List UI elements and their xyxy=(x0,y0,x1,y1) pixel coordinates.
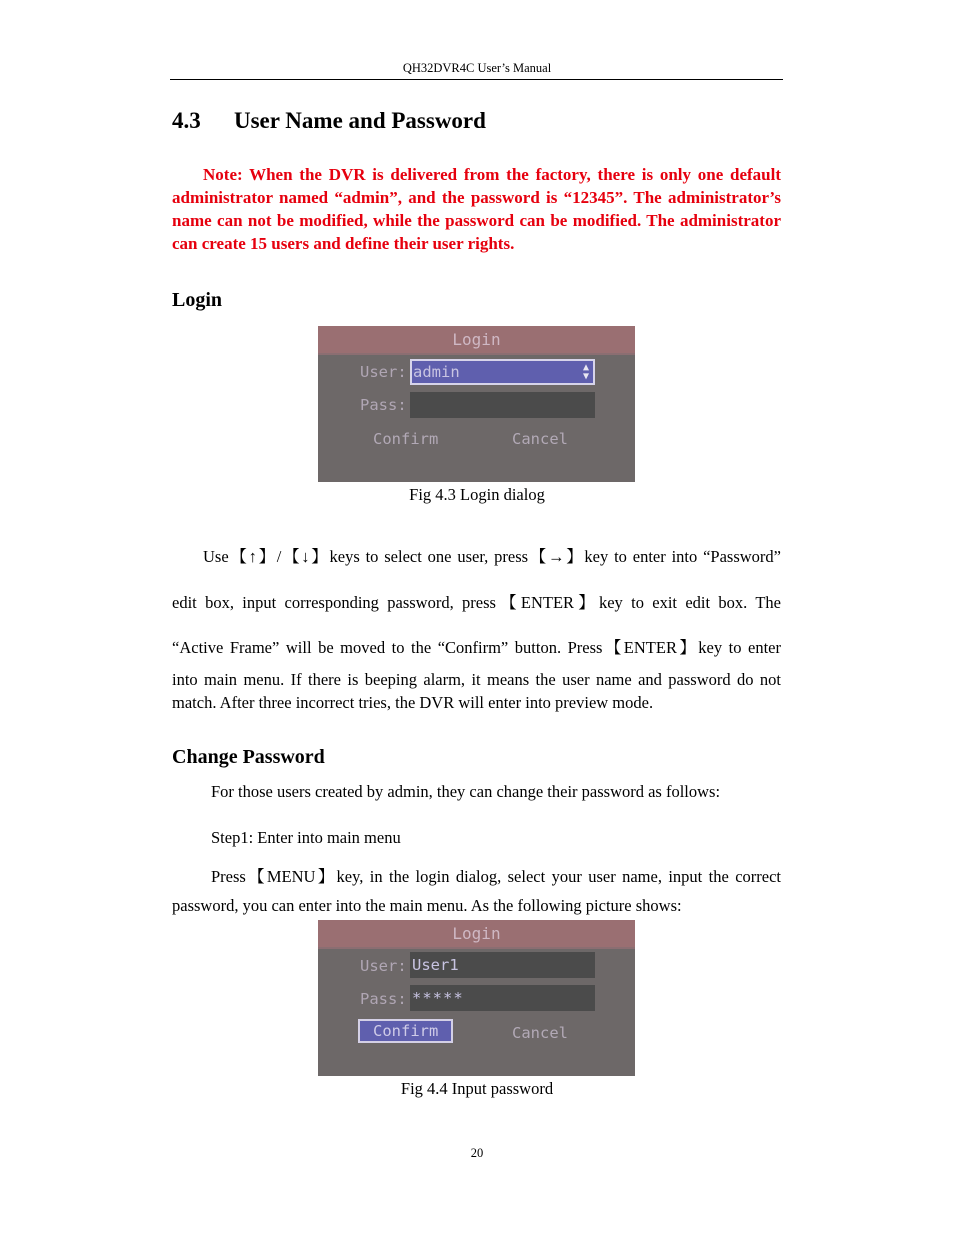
dialog-title-bar: Login xyxy=(318,326,635,353)
change-password-heading: Change Password xyxy=(172,746,325,768)
section-heading xyxy=(172,108,486,134)
user-label: User: xyxy=(360,957,407,975)
confirm-button: Confirm xyxy=(358,1019,453,1043)
change-password-intro: For those users created by admin, they can change their password as follows: xyxy=(211,782,721,801)
pass-label: Pass: xyxy=(360,990,407,1008)
login-para-line3: “Active Frame” will be moved to the “Confirm” button. Press【ENTER】key to enter xyxy=(172,638,781,657)
fig-4-4-caption: Fig 4.4 Input password xyxy=(400,1079,554,1098)
page-number: 20 xyxy=(470,1146,484,1160)
section-number: 4.3 xyxy=(172,108,201,133)
step1-line1: Press【MENU】key, in the login dialog, select your user name, input the correct xyxy=(211,867,781,886)
title-bar-edge xyxy=(318,353,635,355)
dialog-title-bar: Login xyxy=(318,920,635,947)
login-para-line1: Use【↑】/【↓】keys to select one user, press【→】key to enter into “Password” xyxy=(203,547,781,566)
header-divider xyxy=(170,79,783,80)
login-para-rest: into main menu. If there is beeping alarm, it means the user name and password do not match. After three incorrect tries, the DVR will enter into preview mode. xyxy=(172,670,781,712)
input-password-figure xyxy=(318,920,635,1076)
fig-4-3-caption: Fig 4.3 Login dialog xyxy=(409,485,545,504)
login-para-line2: edit box, input corresponding password, press【ENTER】key to exit edit box. The xyxy=(172,593,781,612)
confirm-button: Confirm xyxy=(373,430,439,448)
page-header: QH32DVR4C User’s Manual xyxy=(402,61,552,75)
login-dialog-figure xyxy=(318,326,635,482)
user-select xyxy=(410,359,595,385)
user-select: User1 xyxy=(410,952,595,978)
pass-label: Pass: xyxy=(360,396,407,414)
pass-field xyxy=(410,392,595,418)
step1-title: Step1: Enter into main menu xyxy=(211,828,401,847)
section-title: User Name and Password xyxy=(234,108,486,133)
user-value: admin xyxy=(413,363,460,381)
user-label: User: xyxy=(360,363,407,381)
cancel-button: Cancel xyxy=(512,1024,568,1042)
pass-field: ***** xyxy=(410,985,595,1011)
spinner-icon: ▲ ▼ xyxy=(582,362,590,382)
login-heading: Login xyxy=(172,289,223,311)
cancel-button: Cancel xyxy=(512,430,568,448)
factory-note: Note: When the DVR is delivered from the factory, there is only one default administrator named “admin”, and the password is “12345”. The administrator’s name can not be modified, while the password can be modified. The administrator can create 15 users and define their user rights. xyxy=(172,165,781,253)
title-bar-edge xyxy=(318,947,635,949)
step1-line2: password, you can enter into the main menu. As the following picture shows: xyxy=(172,896,682,915)
